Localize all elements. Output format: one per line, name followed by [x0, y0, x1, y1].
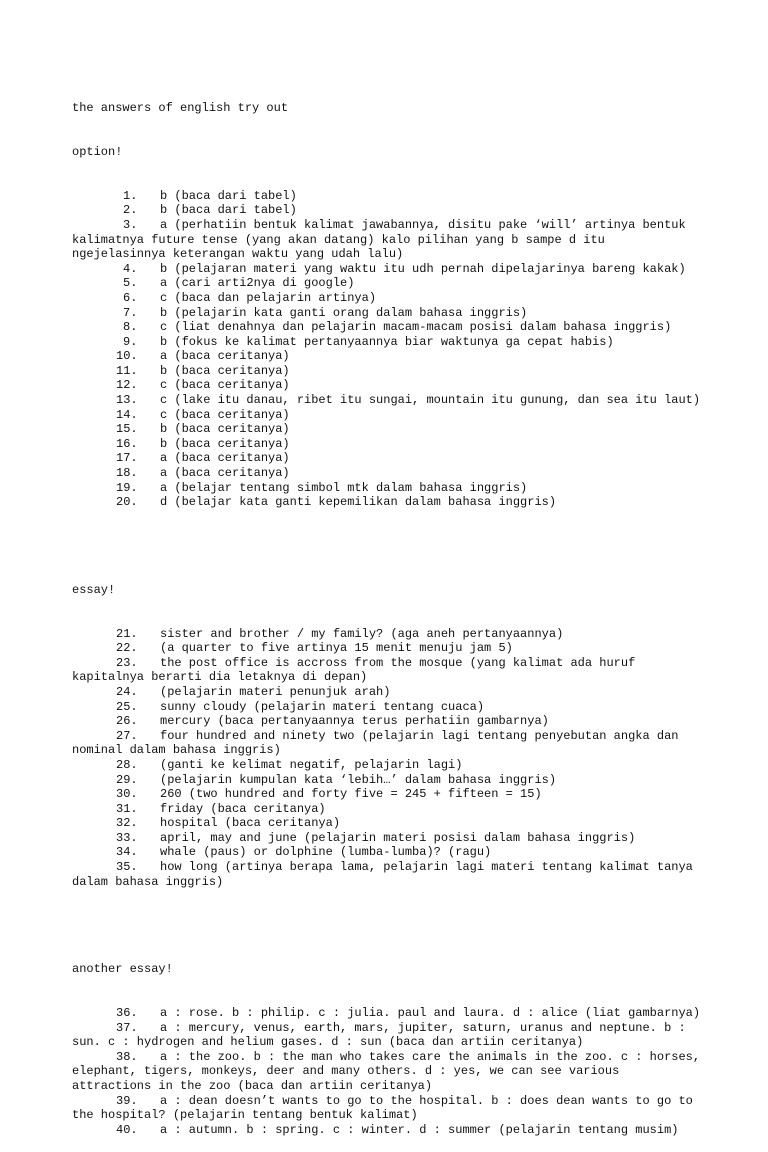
- list-item: [72, 831, 704, 846]
- item-number: 17.: [116, 451, 138, 466]
- list-item: [72, 1123, 704, 1138]
- item-text: hospital (baca ceritanya): [160, 816, 341, 831]
- item-text: a (baca ceritanya): [160, 466, 290, 481]
- item-number: 37.: [116, 1020, 138, 1035]
- item-text: a (baca ceritanya): [160, 451, 290, 466]
- list-item: [72, 773, 704, 788]
- item-text: a : rose. b : philip. c : julia. paul and laura. d : alice (liat gambarnya): [160, 1006, 701, 1020]
- item-number: 38.: [116, 1049, 138, 1064]
- list-item: [72, 802, 704, 817]
- item-text: a : dean doesn’t wants to go to the hospital. b : does dean wants to go to the hospital? (pelajarin tentang bentuk kalimat): [72, 1093, 701, 1123]
- item-number: 3.: [123, 217, 138, 232]
- item-number: 39.: [116, 1093, 138, 1108]
- list-item: [72, 1006, 704, 1021]
- item-number: 29.: [116, 772, 138, 787]
- item-text: c (baca ceritanya): [160, 378, 290, 393]
- list-item: [72, 758, 704, 773]
- item-text: april, may and june (pelajarin materi posisi dalam bahasa inggris): [160, 830, 636, 845]
- list-item: [72, 656, 704, 685]
- essay-list: [72, 627, 704, 890]
- item-number: 18.: [116, 466, 138, 481]
- list-item: [72, 218, 704, 262]
- item-text: a (perhatiin bentuk kalimat jawabannya, disitu pake ‘will’ artinya bentuk kalimatnya future tense (yang akan datang) kalo pilihan yang b sampe d itu ngejelasinnya keterangan waktu yang udah lalu): [72, 217, 693, 262]
- item-number: 40.: [116, 1122, 138, 1137]
- list-item: [72, 860, 704, 889]
- item-number: 23.: [116, 655, 138, 670]
- item-number: 34.: [116, 845, 138, 860]
- list-item: [72, 437, 704, 452]
- item-text: (ganti ke kelimat negatif, pelajarin lagi): [160, 757, 463, 772]
- list-item: [72, 1021, 704, 1050]
- item-number: 2.: [123, 203, 138, 218]
- list-item: [72, 276, 704, 291]
- item-text: (pelajarin materi penunjuk arah): [160, 684, 391, 699]
- item-number: 25.: [116, 699, 138, 714]
- item-text: a : the zoo. b : the man who takes care the animals in the zoo. c : horses, elephant, tigers, monkeys, deer and many others. d : yes, we can see various attractions in the zoo (baca dan artiin ceritanya): [72, 1049, 708, 1093]
- item-text: c (lake itu danau, ribet itu sungai, mountain itu gunung, dan sea itu laut): [160, 393, 701, 408]
- list-item: [72, 845, 704, 860]
- spacer: [72, 918, 704, 933]
- item-number: 26.: [116, 714, 138, 729]
- item-text: c (baca ceritanya): [160, 407, 290, 422]
- list-item: [72, 335, 704, 350]
- list-item: [72, 816, 704, 831]
- item-text: b (fokus ke kalimat pertanyaannya biar waktunya ga cepat habis): [160, 334, 614, 349]
- spacer: [72, 539, 704, 554]
- list-item: [72, 291, 704, 306]
- list-item: [72, 495, 704, 510]
- list-item: [72, 203, 704, 218]
- options-list: [72, 189, 704, 510]
- list-item: [72, 189, 704, 204]
- item-text: the post office is accross from the mosque (yang kalimat ada huruf kapitalnya berarti dia letaknya di depan): [72, 655, 643, 685]
- list-item: [72, 1094, 704, 1123]
- list-item: [72, 349, 704, 364]
- item-text: four hundred and ninety two (pelajarin lagi tentang penyebutan angka dan nominal dalam bahasa inggris): [72, 728, 686, 758]
- item-number: 7.: [123, 305, 138, 320]
- item-number: 10.: [116, 349, 138, 364]
- item-number: 14.: [116, 407, 138, 422]
- list-item: [72, 422, 704, 437]
- item-text: b (pelajarin kata ganti orang dalam bahasa inggris): [160, 305, 528, 320]
- document-page: [72, 72, 708, 1152]
- item-text: a (cari arti2nya di google): [160, 276, 355, 291]
- item-number: 16.: [116, 436, 138, 451]
- item-text: a (baca ceritanya): [160, 349, 290, 364]
- item-number: 6.: [123, 290, 138, 305]
- item-number: 35.: [116, 860, 138, 875]
- list-item: [72, 481, 704, 496]
- item-number: 32.: [116, 816, 138, 831]
- item-text: (a quarter to five artinya 15 menit menuju jam 5): [160, 641, 513, 656]
- item-text: mercury (baca pertanyaannya terus perhatiin gambarnya): [160, 714, 549, 729]
- document-title: the answers of english try out: [72, 101, 289, 116]
- list-item: [72, 393, 704, 408]
- item-text: d (belajar kata ganti kepemilikan dalam bahasa inggris): [160, 495, 557, 510]
- item-text: friday (baca ceritanya): [160, 801, 326, 816]
- item-text: how long (artinya berapa lama, pelajarin lagi materi tentang kalimat tanya dalam bahasa inggris): [72, 860, 701, 889]
- item-text: b (baca dari tabel): [160, 203, 297, 218]
- item-text: c (baca dan pelajarin artinya): [160, 290, 377, 305]
- item-number: 30.: [116, 787, 138, 802]
- item-number: 28.: [116, 757, 138, 772]
- item-number: 24.: [116, 684, 138, 699]
- item-number: 12.: [116, 378, 138, 393]
- item-number: 8.: [123, 320, 138, 335]
- list-item: [72, 364, 704, 379]
- item-text: a (belajar tentang simbol mtk dalam bahasa inggris): [160, 480, 528, 495]
- list-item: [72, 627, 704, 642]
- item-number: 21.: [116, 626, 138, 641]
- item-text: whale (paus) or dolphine (lumba-lumba)? (ragu): [160, 845, 492, 860]
- item-number: 31.: [116, 801, 138, 816]
- item-number: 4.: [123, 261, 138, 276]
- item-number: 15.: [116, 422, 138, 437]
- list-item: [72, 306, 704, 321]
- list-item: [72, 729, 704, 758]
- item-text: b (baca ceritanya): [160, 363, 290, 378]
- another-essay-list: [72, 1006, 708, 1137]
- item-text: b (baca dari tabel): [160, 188, 297, 203]
- item-number: 36.: [116, 1006, 138, 1020]
- item-number: 20.: [116, 495, 138, 510]
- item-text: sister and brother / my family? (aga aneh pertanyaannya): [160, 626, 564, 641]
- list-item: [72, 320, 704, 335]
- item-text: b (baca ceritanya): [160, 422, 290, 437]
- list-item: [72, 714, 704, 729]
- list-item: [72, 700, 704, 715]
- item-text: b (baca ceritanya): [160, 436, 290, 451]
- item-number: 27.: [116, 728, 138, 743]
- list-item: [72, 451, 704, 466]
- list-item: [72, 408, 704, 423]
- item-number: 9.: [123, 334, 138, 349]
- item-number: 1.: [123, 188, 138, 203]
- item-number: 19.: [116, 480, 138, 495]
- another-essay-heading: another essay!: [72, 962, 173, 977]
- essay-heading: essay!: [72, 582, 116, 597]
- item-text: b (pelajaran materi yang waktu itu udh pernah dipelajarinya bareng kakak): [160, 261, 686, 276]
- option-heading: option!: [72, 144, 123, 159]
- list-item: [72, 787, 704, 802]
- list-item: [72, 262, 704, 277]
- item-text: a : mercury, venus, earth, mars, jupiter, saturn, uranus and neptune. b : sun. c : hydrogen and helium gases. d : sun (baca dan artiin ceritanya): [72, 1020, 693, 1050]
- item-text: a : autumn. b : spring. c : winter. d : summer (pelajarin tentang musim): [160, 1122, 679, 1137]
- item-number: 13.: [116, 393, 138, 408]
- item-number: 22.: [116, 641, 138, 656]
- item-text: sunny cloudy (pelajarin materi tentang cuaca): [160, 699, 485, 714]
- item-text: (pelajarin kumpulan kata ‘lebih…’ dalam bahasa inggris): [160, 772, 557, 787]
- list-item: [72, 1049, 708, 1094]
- list-item: [72, 641, 704, 656]
- item-text: 260 (two hundred and forty five = 245 + fifteen = 15): [160, 787, 542, 802]
- item-number: 11.: [116, 363, 138, 378]
- list-item: [72, 685, 704, 700]
- item-number: 33.: [116, 830, 138, 845]
- item-number: 5.: [123, 276, 138, 291]
- item-text: c (liat denahnya dan pelajarin macam-macam posisi dalam bahasa inggris): [160, 320, 672, 335]
- list-item: [72, 466, 704, 481]
- list-item: [72, 378, 704, 393]
